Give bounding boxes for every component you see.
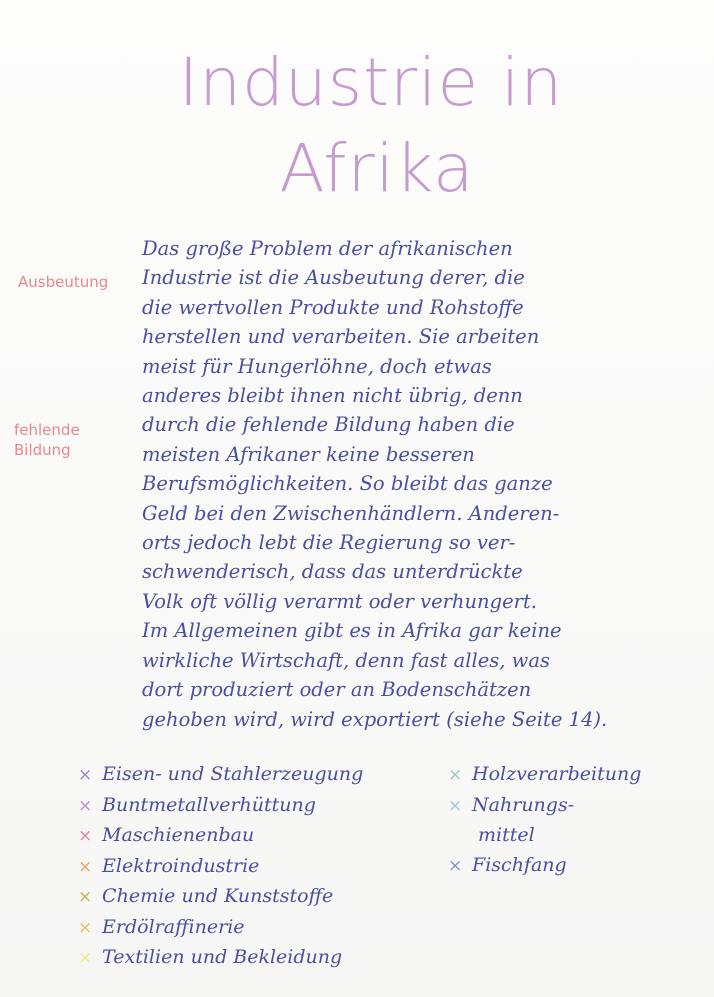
body-line: dort produziert oder an Bodenschätzen xyxy=(142,678,532,702)
title-line-2: Afrika xyxy=(279,130,475,207)
margin-note-fehlende-bildung xyxy=(14,420,80,460)
list-item-label: Erdölraffinerie xyxy=(102,915,245,938)
list-item xyxy=(78,852,363,883)
list-item-label: Textilien und Bekleidung xyxy=(102,946,343,968)
body-line: Volk oft völlig verarmt oder verhungert. xyxy=(142,589,537,613)
list-item-label: Eisen- und Stahlerzeugung xyxy=(102,763,364,785)
body-line: Das große Problem der afrikanischen xyxy=(142,237,513,260)
list-item xyxy=(78,943,363,974)
list-item-label: Chemie und Kunststoffe xyxy=(102,885,334,907)
cross-icon: × xyxy=(448,795,463,816)
industry-list-left xyxy=(78,760,363,974)
cross-icon: × xyxy=(78,795,93,816)
list-item-label: Maschienenbau xyxy=(102,824,255,846)
list-item xyxy=(78,791,363,822)
list-item-label: Nahrungs- xyxy=(472,793,575,816)
body-line: wirkliche Wirtschaft, denn fast alles, was xyxy=(142,648,551,672)
cross-icon: × xyxy=(78,917,93,938)
cross-icon: × xyxy=(448,765,463,785)
page-title xyxy=(0,40,714,212)
body-line: gehoben wird, wird exportiert (siehe Seite 14). xyxy=(142,707,608,731)
body-line: meist für Hungerlöhne, doch etwas xyxy=(142,354,492,378)
body-line: herstellen und verarbeiten. Sie arbeiten xyxy=(142,325,540,349)
body-line: orts jedoch lebt die Regierung so ver- xyxy=(142,531,516,555)
list-item xyxy=(448,791,641,851)
margin-note-line-2: Bildung xyxy=(14,441,71,459)
list-item xyxy=(78,760,363,791)
list-item xyxy=(78,821,363,852)
list-item-label-continuation: mittel xyxy=(478,824,535,846)
list-item xyxy=(78,882,363,913)
list-item xyxy=(448,851,641,882)
cross-icon: × xyxy=(78,856,93,877)
body-line: durch die fehlende Bildung haben die xyxy=(142,413,515,437)
body-line: schwenderisch, dass das unterdrückte xyxy=(142,560,523,584)
body-line: meisten Afrikaner keine besseren xyxy=(142,442,475,466)
cross-icon: × xyxy=(78,765,93,785)
body-line: Industrie ist die Ausbeutung derer, die xyxy=(142,266,525,290)
margin-note-ausbeutung: Ausbeutung xyxy=(18,273,109,291)
industry-list-right xyxy=(448,760,641,881)
body-line: die wertvollen Produkte und Rohstoffe xyxy=(142,295,524,319)
cross-icon: × xyxy=(78,887,93,907)
cross-icon: × xyxy=(78,948,93,968)
body-paragraph xyxy=(142,234,704,734)
margin-note-line-1: fehlende xyxy=(14,421,80,439)
title-line-1: Industrie in xyxy=(178,44,564,121)
list-item xyxy=(78,913,363,944)
body-line: anderes bleibt ihnen nicht übrig, denn xyxy=(142,384,523,408)
body-line: Geld bei den Zwischenhändlern. Anderen- xyxy=(142,501,560,525)
list-item-label: Holzverarbeitung xyxy=(472,763,642,785)
body-line: Im Allgemeinen gibt es in Afrika gar keine xyxy=(142,619,562,643)
cross-icon: × xyxy=(448,855,463,876)
list-item-label: Elektroindustrie xyxy=(102,854,260,877)
list-item-label: Fischfang xyxy=(472,853,567,876)
list-item-label: Buntmetallverhüttung xyxy=(102,793,316,816)
body-line: Berufsmöglichkeiten. So bleibt das ganze xyxy=(142,472,553,496)
list-item xyxy=(448,760,641,791)
cross-icon: × xyxy=(78,826,93,846)
